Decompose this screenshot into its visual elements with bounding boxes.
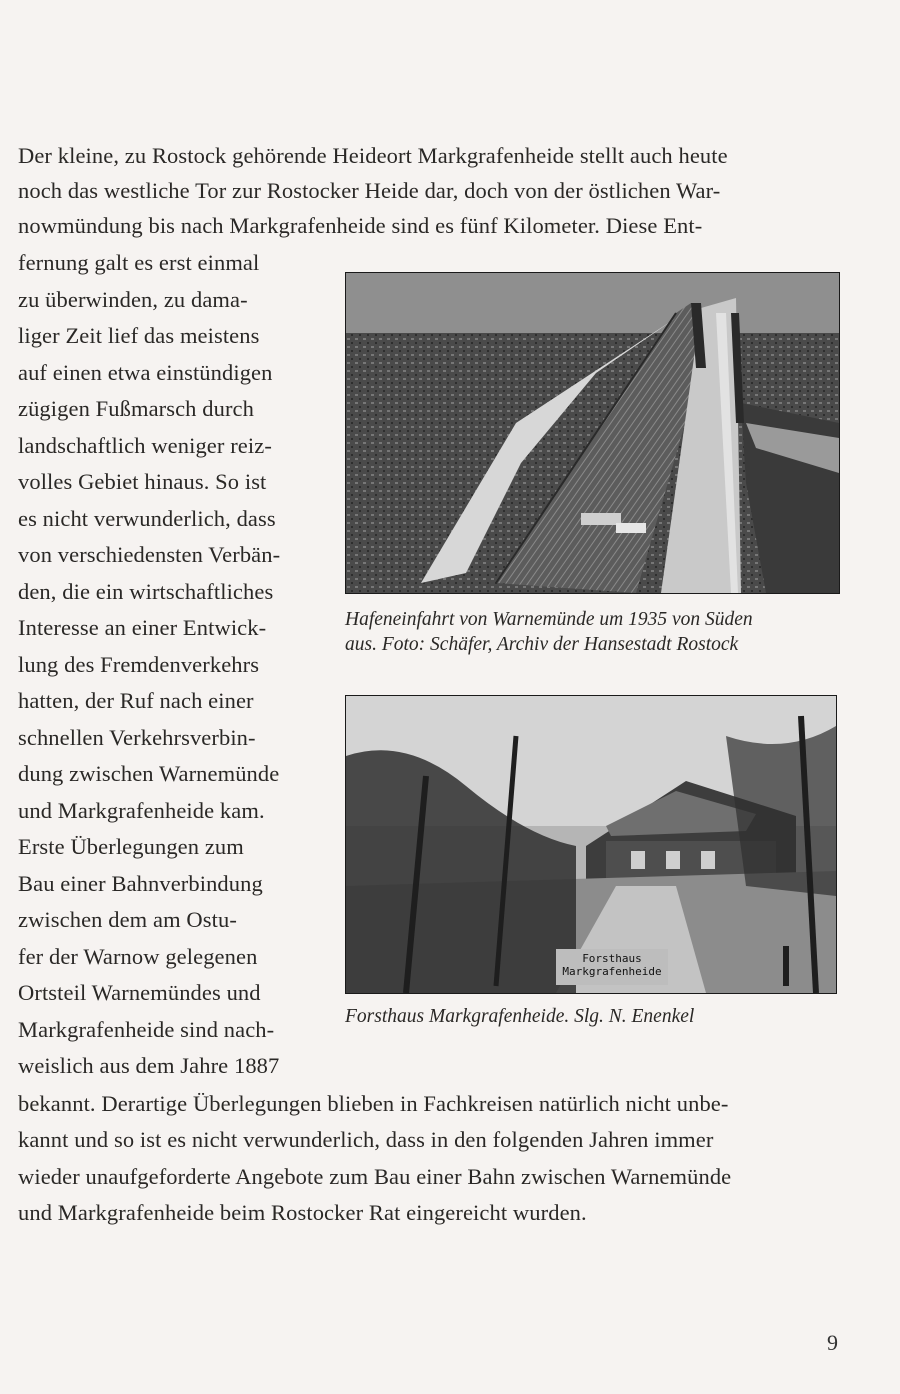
text-line: volles Gebiet hinaus. So ist — [18, 469, 267, 494]
text-line: und Markgrafenheide beim Rostocker Rat eingereicht wurden. — [18, 1200, 587, 1225]
text-line: bekannt. Derartige Überlegungen blieben in Fachkreisen natürlich nicht unbe- — [18, 1091, 729, 1116]
text-line: weislich aus dem Jahre 1887 — [18, 1053, 280, 1078]
text-line: hatten, der Ruf nach einer — [18, 688, 254, 713]
text-line: fernung galt es erst einmal — [18, 250, 260, 275]
text-line: fer der Warnow gelegenen — [18, 944, 258, 969]
text-line: zu überwinden, zu dama- — [18, 287, 248, 312]
text-line: es nicht verwunderlich, dass — [18, 506, 276, 531]
photo-sign — [542, 952, 682, 978]
forsthaus-photo — [345, 695, 837, 994]
text-line: landschaftlich weniger reiz- — [18, 433, 272, 458]
photo-sign-line: Markgrafenheide — [562, 965, 662, 978]
text-line: kannt und so ist es nicht verwunderlich, dass in den folgenden Jahren immer — [18, 1127, 714, 1152]
text-line: wieder unaufgeforderte Angebote zum Bau einer Bahn zwischen Warnemünde — [18, 1164, 732, 1189]
text-line: Erste Überlegungen zum — [18, 834, 244, 859]
text-line: nowmündung bis nach Markgrafenheide sind es fünf Kilometer. Diese Ent- — [18, 213, 703, 238]
figure-caption: Hafeneinfahrt von Warnemünde um 1935 von Süden — [345, 609, 753, 630]
text-line: zwischen dem am Ostu- — [18, 907, 237, 932]
page-number: 9 — [827, 1330, 838, 1355]
text-line: zügigen Fußmarsch durch — [18, 396, 254, 421]
text-line: und Markgrafenheide kam. — [18, 798, 265, 823]
text-line: dung zwischen Warnemünde — [18, 761, 280, 786]
figure-caption: Forsthaus Markgrafenheide. Slg. N. Enenkel — [345, 1006, 695, 1027]
text-line: schnellen Verkehrsverbin- — [18, 725, 256, 750]
text-line: noch das westliche Tor zur Rostocker Heide dar, doch von der östlichen War- — [18, 178, 721, 203]
text-line: Markgrafenheide sind nach- — [18, 1017, 275, 1042]
text-line: Ortsteil Warnemündes und — [18, 980, 261, 1005]
text-line: lung des Fremdenverkehrs — [18, 652, 260, 677]
text-line: liger Zeit lief das meistens — [18, 323, 260, 348]
text-line: auf einen etwa einstündigen — [18, 360, 273, 385]
text-line: Bau einer Bahnverbindung — [18, 871, 263, 896]
text-line: Der kleine, zu Rostock gehörende Heideort Markgrafenheide stellt auch heute — [18, 143, 728, 168]
photo-sign-line: Forsthaus — [582, 952, 642, 965]
harbour-aerial-photo — [345, 272, 840, 594]
text-line: von verschiedensten Verbän- — [18, 542, 281, 567]
figure-caption: aus. Foto: Schäfer, Archiv der Hansestadt Rostock — [345, 634, 739, 655]
text-line: Interesse an einer Entwick- — [18, 615, 267, 640]
text-line: den, die ein wirtschaftliches — [18, 579, 274, 604]
